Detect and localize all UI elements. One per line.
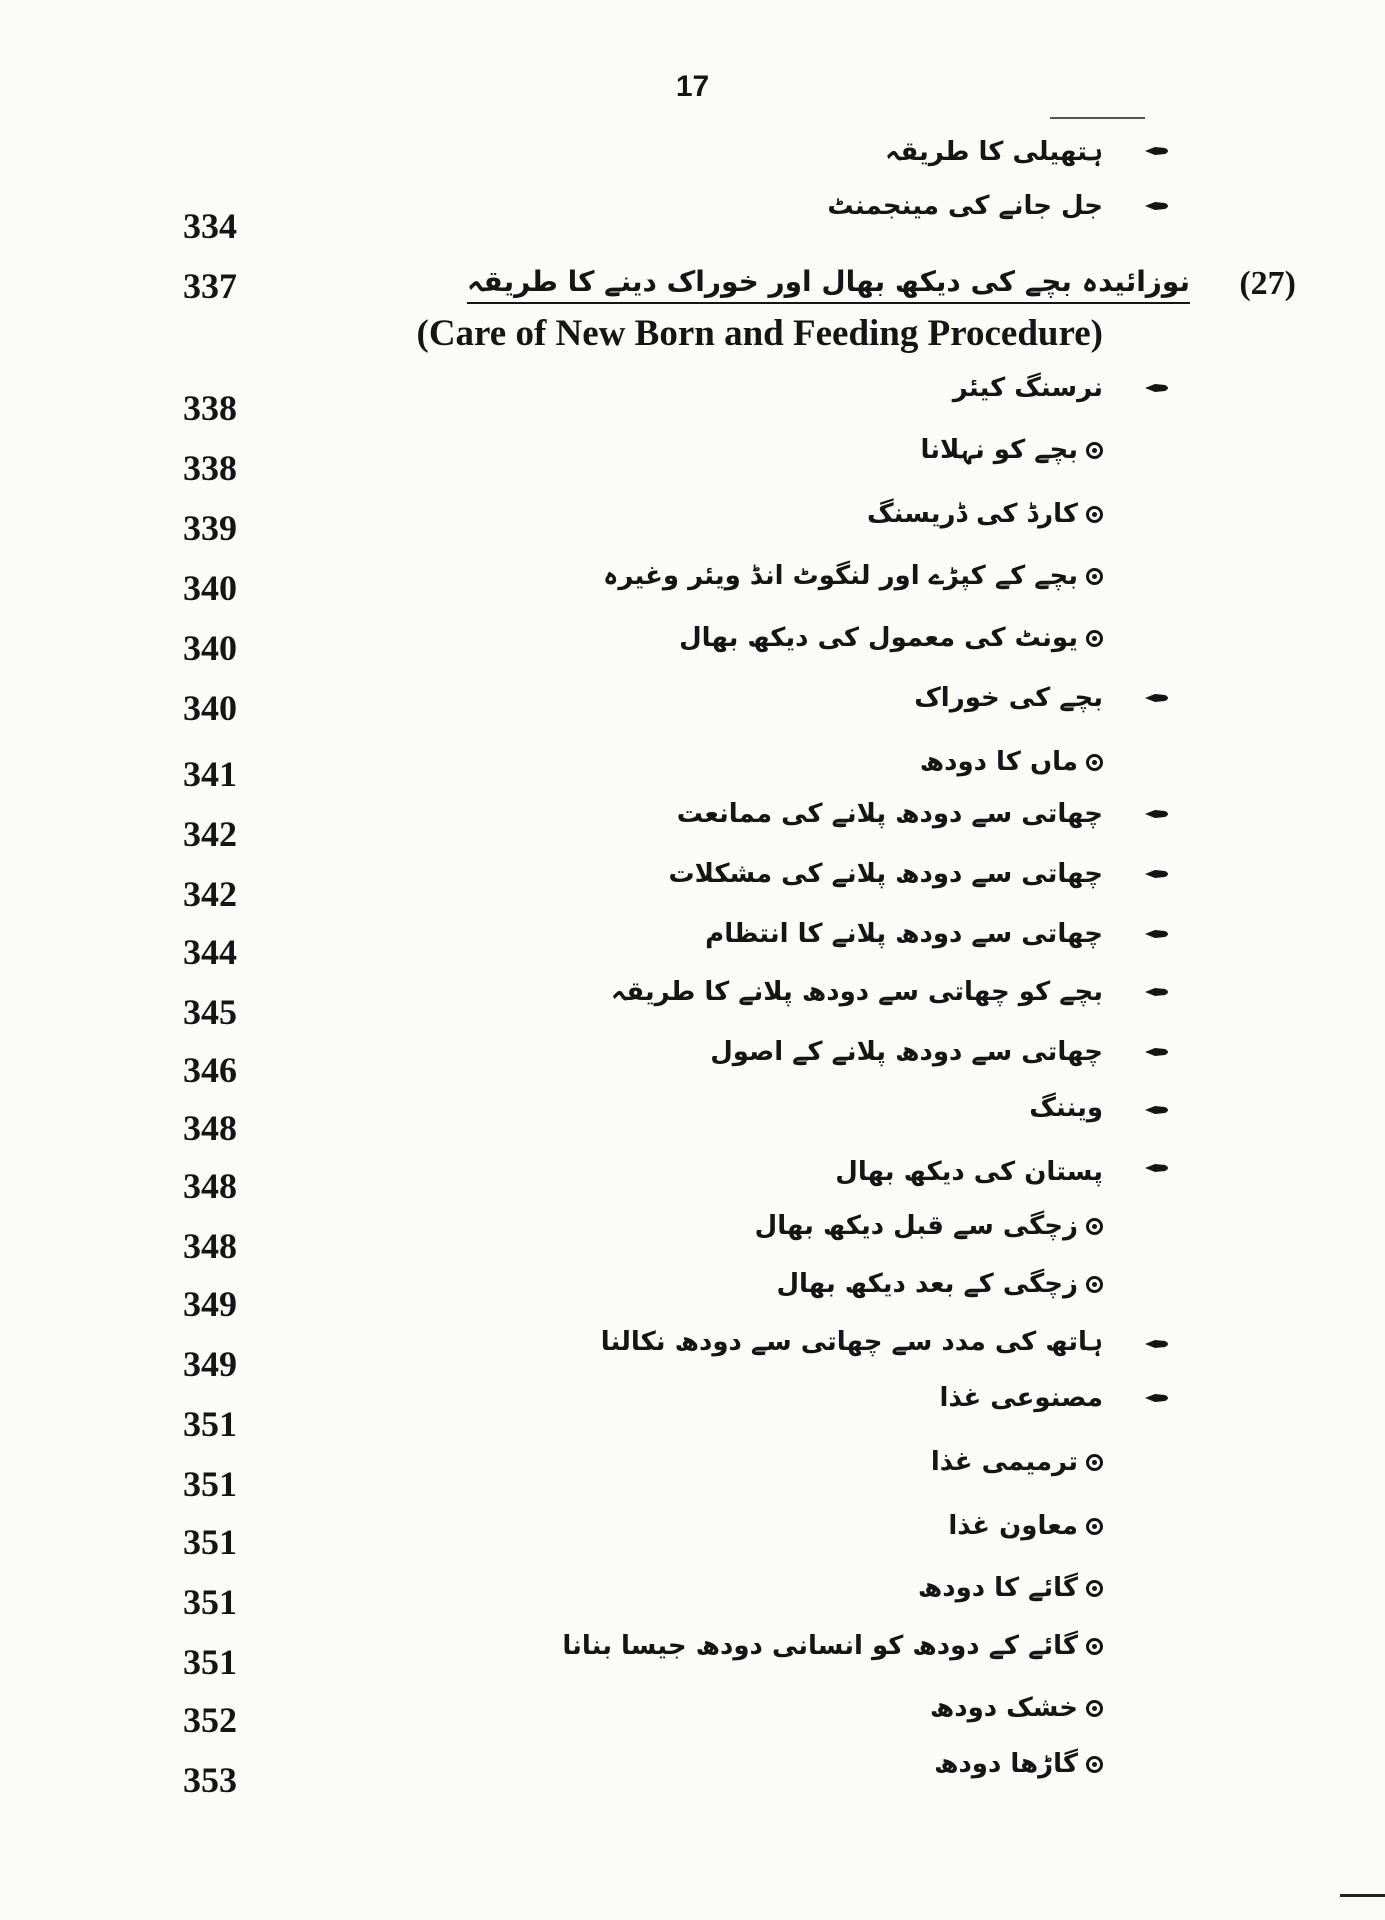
pointing-hand-bullet-icon [1143, 806, 1173, 822]
toc-page-number: 351 [183, 1404, 237, 1444]
circle-bullet-icon [1086, 568, 1103, 585]
toc-page-number: 351 [183, 1642, 237, 1682]
toc-page-number: 338 [183, 388, 237, 428]
toc-entry [0, 435, 1385, 496]
chapter-number: (27) [1239, 265, 1296, 302]
circle-bullet-icon [1086, 630, 1103, 647]
pointing-hand-bullet-icon [1143, 1102, 1173, 1118]
pointing-hand-bullet-icon [1143, 926, 1173, 942]
pointing-hand-bullet-icon [1143, 143, 1173, 159]
toc-page-number: 338 [183, 448, 237, 488]
toc-entry [0, 1692, 1385, 1748]
pointing-hand-bullet-icon [1143, 690, 1173, 706]
toc-entry-text: ہاتھ کی مدد سے چھاتی سے دودھ نکالنا [600, 1327, 1103, 1357]
toc-entry-text: چھاتی سے دودھ پلانے کا انتظام [705, 919, 1103, 949]
toc-entry [0, 1749, 1385, 1808]
chapter-title-english: (Care of New Born and Feeding Procedure) [416, 313, 1103, 354]
pointing-hand-bullet-icon [1143, 198, 1173, 214]
toc-entry-text: گاڑھا دودھ [934, 1744, 1103, 1784]
toc-page-number: 344 [183, 932, 237, 972]
pointing-hand-bullet-icon [1143, 984, 1173, 1000]
pointing-hand-bullet-icon [1143, 1160, 1173, 1176]
corner-dash [1340, 1894, 1385, 1897]
toc-entry [0, 560, 1385, 616]
toc-entry-text: بچے کی خوراک [914, 683, 1103, 713]
toc-page-number: 348 [183, 1108, 237, 1148]
toc-page-number: 341 [183, 754, 237, 794]
toc-entry-text: ترمیمی غذا [931, 1442, 1103, 1482]
toc-entry-text: زچگی سے قبل دیکھ بھال [755, 1206, 1103, 1246]
toc-entry-text: ویننگ [1029, 1093, 1103, 1123]
toc-entry [0, 859, 1385, 922]
circle-bullet-icon [1086, 442, 1103, 459]
circle-bullet-icon [1086, 1638, 1103, 1655]
toc-entry [0, 1093, 1385, 1156]
toc-page-number: 340 [183, 568, 237, 608]
toc-entry-text: چھاتی سے دودھ پلانے کی مشکلات [668, 859, 1103, 889]
pointing-hand-bullet-icon [1143, 1390, 1173, 1406]
toc-page-number: 352 [183, 1700, 237, 1740]
toc-entry-text: خشک دودھ [930, 1688, 1103, 1728]
chapter-page-number: 337 [183, 266, 237, 306]
toc-entry [0, 373, 1385, 436]
toc-entry-text: زچگی کے بعد دیکھ بھال [776, 1264, 1103, 1304]
toc-entry-text: جل جانے کی مینجمنٹ [827, 191, 1103, 221]
toc-entry-text: مصنوعی غذا [939, 1383, 1103, 1413]
circle-bullet-icon [1086, 1218, 1103, 1235]
toc-page-number: 334 [183, 206, 237, 246]
toc-page-number: 351 [183, 1522, 237, 1562]
toc-page-number: 349 [183, 1284, 237, 1324]
toc-entry [0, 977, 1385, 1040]
toc-entry-text: گائے کے دودھ کو انسانی دودھ جیسا بنانا [562, 1626, 1103, 1666]
circle-bullet-icon [1086, 506, 1103, 523]
toc-page-number: 339 [183, 508, 237, 548]
toc-entry-text: چھاتی سے دودھ پلانے کی ممانعت [676, 799, 1103, 829]
toc-page-number: 353 [183, 1760, 237, 1800]
toc-page-number: 340 [183, 628, 237, 668]
circle-bullet-icon [1086, 1580, 1103, 1597]
toc-entry [0, 1037, 1385, 1098]
circle-bullet-icon [1086, 1276, 1103, 1293]
toc-entry [0, 1574, 1385, 1630]
top-rule [1050, 117, 1145, 119]
circle-bullet-icon [1086, 754, 1103, 771]
toc-entry-text: بچے کو نہلانا [920, 430, 1103, 470]
toc-entry-text: ماں کا دودھ [920, 742, 1103, 782]
toc-entry [0, 1158, 1385, 1214]
toc-entry [0, 1327, 1385, 1392]
toc-entry-text: معاون غذا [948, 1506, 1103, 1546]
toc-entry [0, 1511, 1385, 1570]
circle-bullet-icon [1086, 1454, 1103, 1471]
toc-page-number: 340 [183, 688, 237, 728]
chapter-heading [0, 258, 1385, 314]
toc-entry-text: ہتھیلی کا طریقہ [885, 137, 1103, 167]
toc-entry-text: چھاتی سے دودھ پلانے کے اصول [710, 1037, 1103, 1067]
toc-page-number: 351 [183, 1464, 237, 1504]
toc-page-number: 342 [183, 814, 237, 854]
toc-entry [0, 1383, 1385, 1452]
toc-page-number: 349 [183, 1344, 237, 1384]
circle-bullet-icon [1086, 1756, 1103, 1773]
page-number: 17 [675, 70, 710, 103]
toc-page-number: 346 [183, 1050, 237, 1090]
toc-entry [0, 1447, 1385, 1512]
toc-entry [0, 500, 1385, 556]
toc-entry [0, 191, 1385, 254]
toc-entry [0, 1211, 1385, 1274]
toc-entry [0, 620, 1385, 676]
toc-entry-text: بچے کو چھاتی سے دودھ پلانے کا طریقہ [610, 977, 1103, 1007]
chapter-title-urdu: نوزائیدہ بچے کی دیکھ بھال اور خوراک دینے کا طریقہ [467, 262, 1190, 304]
pointing-hand-bullet-icon [1143, 380, 1173, 396]
toc-page-number: 345 [183, 992, 237, 1032]
toc-entry-text: پستان کی دیکھ بھال [835, 1157, 1103, 1187]
toc-page-number: 348 [183, 1226, 237, 1266]
pointing-hand-bullet-icon [1143, 866, 1173, 882]
toc-entry-text: یونٹ کی معمول کی دیکھ بھال [679, 618, 1103, 658]
toc-entry [0, 680, 1385, 736]
toc-entry-text: کارڈ کی ڈریسنگ [867, 494, 1103, 534]
pointing-hand-bullet-icon [1143, 1044, 1173, 1060]
circle-bullet-icon [1086, 1700, 1103, 1717]
toc-page-number: 351 [183, 1582, 237, 1622]
toc-page-number: 342 [183, 874, 237, 914]
toc-page-number: 348 [183, 1166, 237, 1206]
toc-entry-text: نرسنگ کیئر [952, 373, 1103, 403]
toc-entry [0, 126, 1385, 182]
toc-entry-text: بچے کے کپڑے اور لنگوٹ انڈ ویئر وغیرہ [603, 556, 1103, 596]
toc-entry [0, 1631, 1385, 1690]
pointing-hand-bullet-icon [1143, 1336, 1173, 1352]
circle-bullet-icon [1086, 1518, 1103, 1535]
toc-entry-text: گائے کا دودھ [918, 1568, 1103, 1608]
